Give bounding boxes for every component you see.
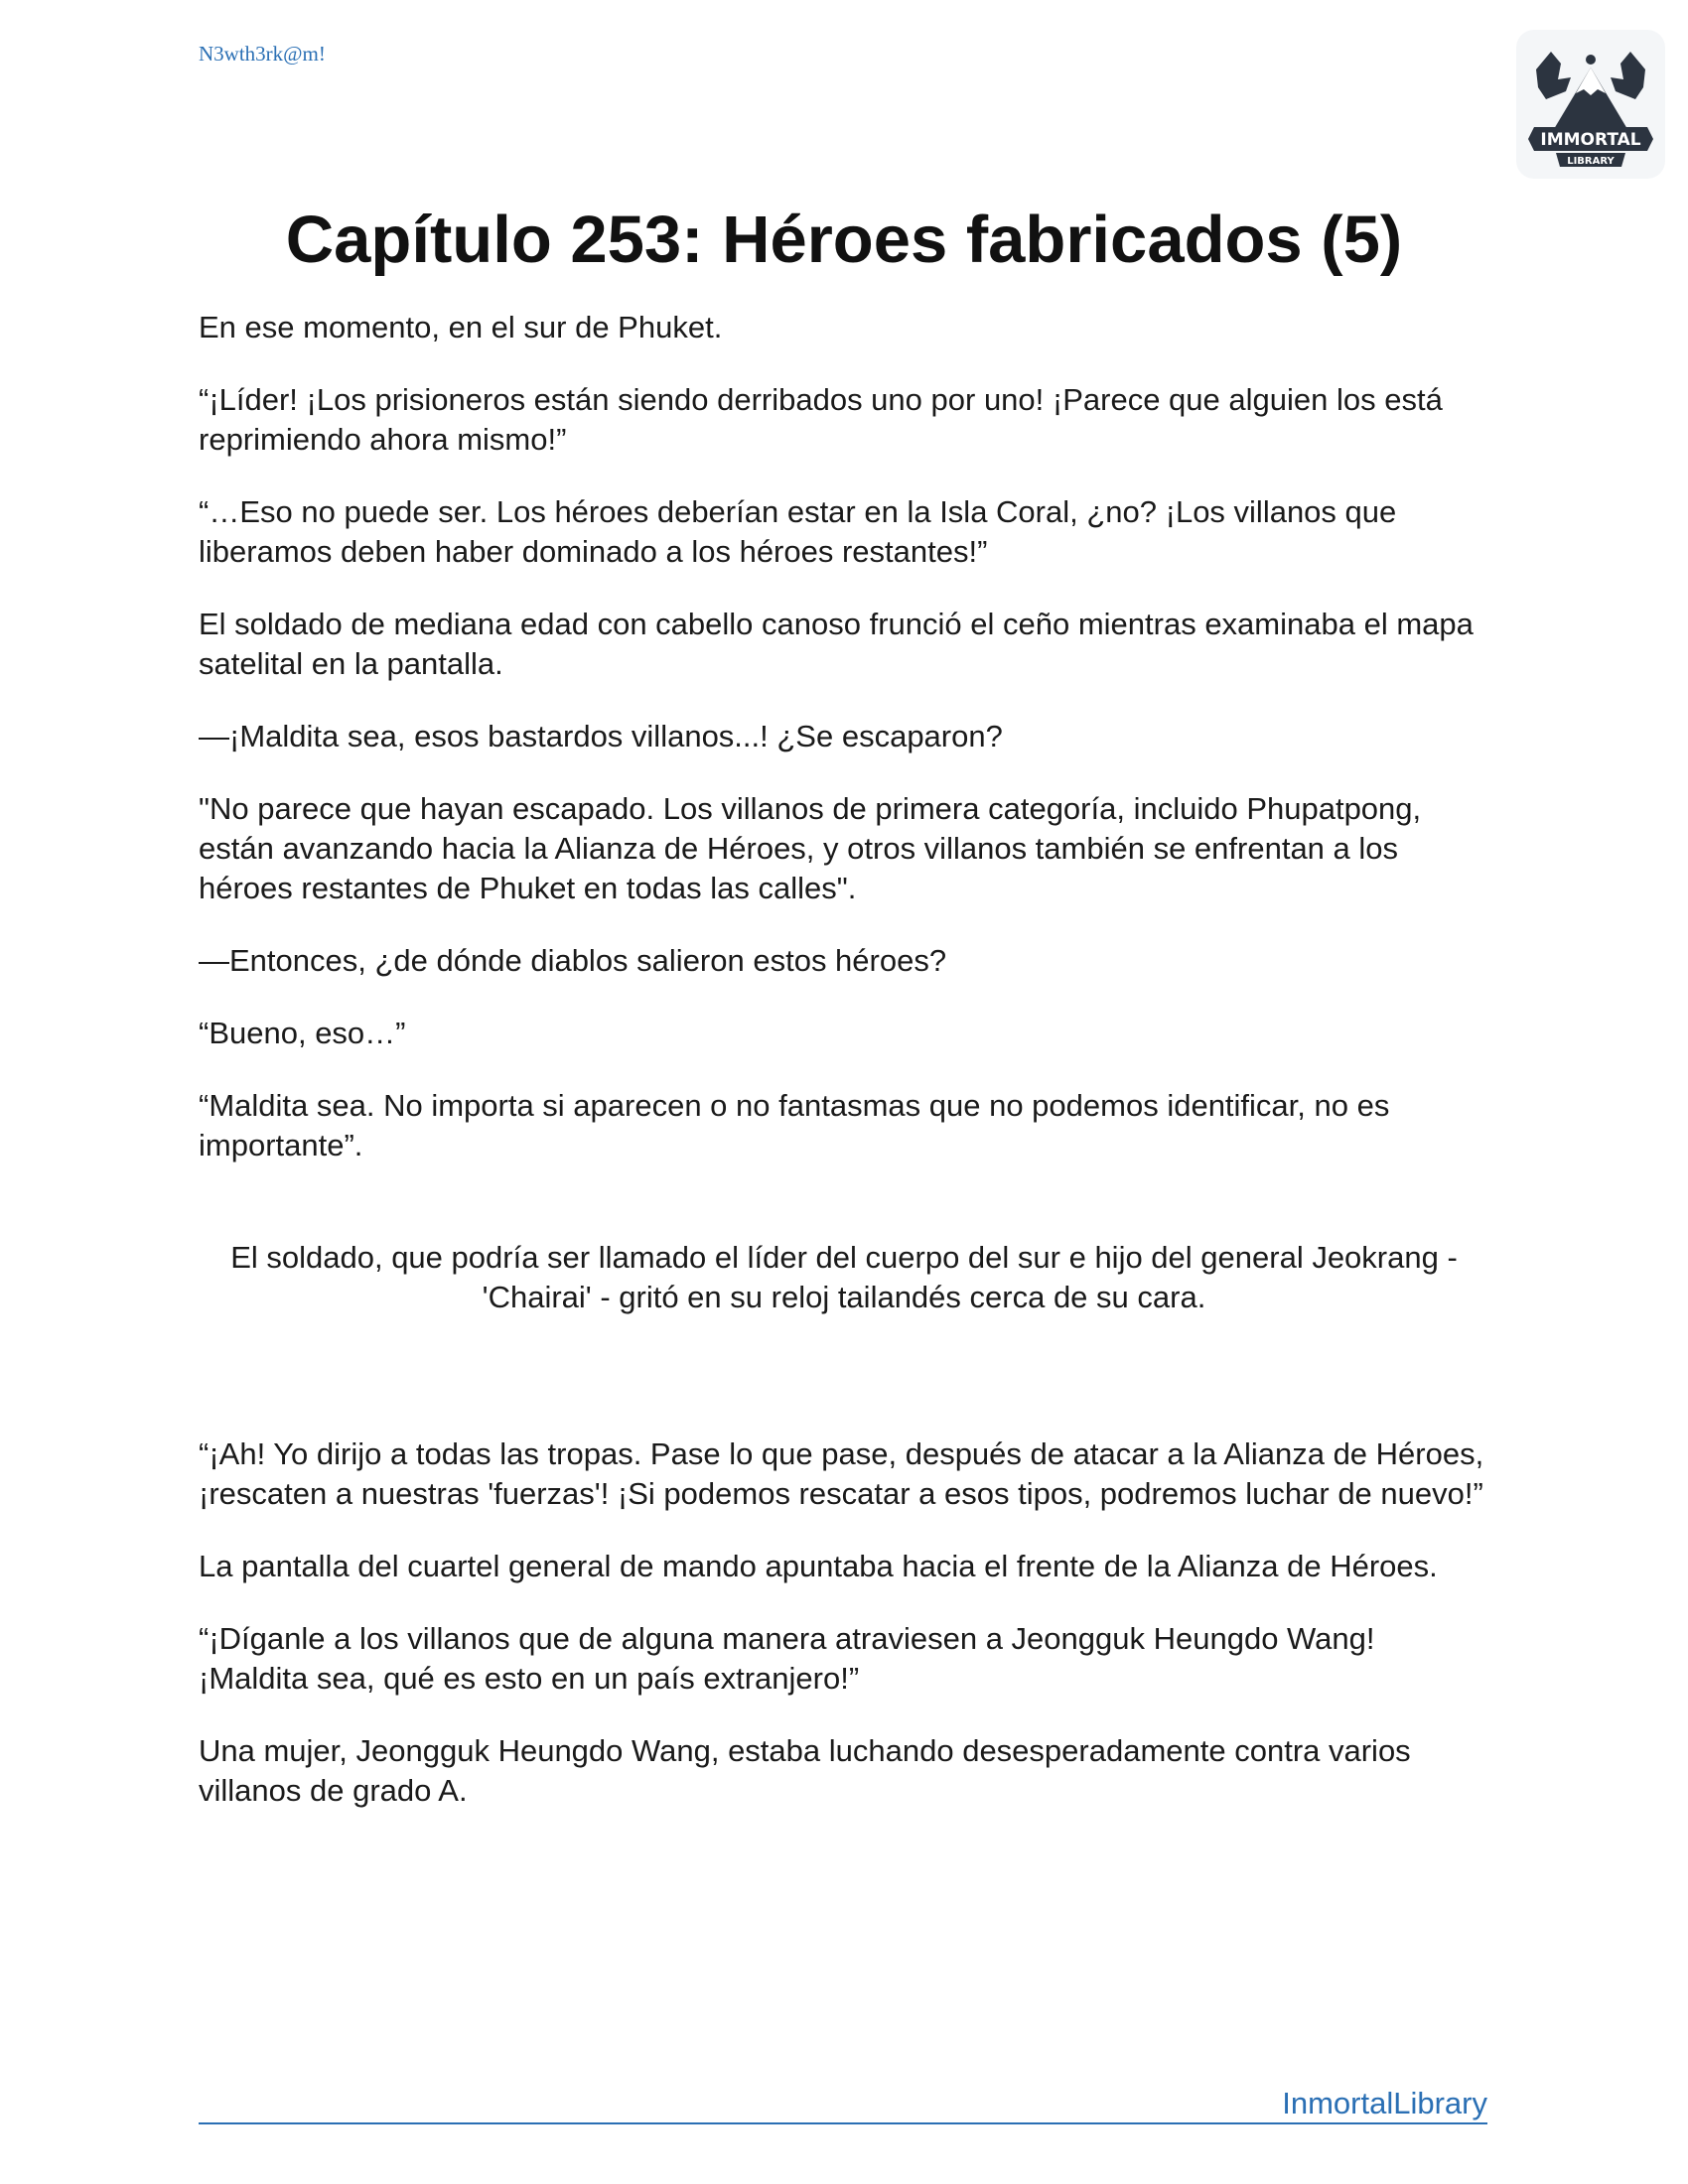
paragraph: En ese momento, en el sur de Phuket. — [199, 310, 723, 344]
centered-paragraph: El soldado, que podría ser llamado el líder del cuerpo del sur e hijo del general Jeokrang - 'Chairai' - gritó en su reloj tailandés cerca de su cara. — [230, 1240, 1458, 1314]
paragraph: “Maldita sea. No importa si aparecen o no fantasmas que no podemos identificar, no es importante”. — [199, 1088, 1390, 1162]
logo-line1: IMMORTAL — [1540, 130, 1641, 150]
paragraph: Una mujer, Jeongguk Heungdo Wang, estaba luchando desesperadamente contra varios villanos de grado A. — [199, 1733, 1411, 1808]
paragraph: —Entonces, ¿de dónde diablos salieron estos héroes? — [199, 943, 947, 978]
paragraph: “…Eso no puede ser. Los héroes deberían estar en la Isla Coral, ¿no? ¡Los villanos que liberamos deben haber dominado a los héroes restantes!” — [199, 494, 1397, 569]
footer-rule — [199, 2085, 1487, 2124]
chapter-title: Capítulo 253: Héroes fabricados (5) — [285, 203, 1403, 277]
paragraph: “¡Líder! ¡Los prisioneros están siendo derribados uno por uno! ¡Parece que alguien los está reprimiendo ahora mismo!” — [199, 382, 1443, 457]
dragons-mountain-logo-icon — [1516, 30, 1665, 179]
footer-link[interactable]: InmortalLibrary — [1282, 2086, 1487, 2120]
paragraph: El soldado de mediana edad con cabello canoso frunció el ceño mientras examinaba el mapa satelital en la pantalla. — [199, 607, 1474, 681]
paragraph: “¡Ah! Yo dirijo a todas las tropas. Pase lo que pase, después de atacar a la Alianza de Héroes, ¡rescaten a nuestras 'fuerzas'! ¡Si podemos rescatar a esos tipos, podremos luchar de nuevo!” — [199, 1436, 1484, 1511]
paragraph: —¡Maldita sea, esos bastardos villanos...! ¿Se escaparon? — [199, 719, 1003, 753]
paragraph: “¡Díganle a los villanos que de alguna manera atraviesen a Jeongguk Heungdo Wang! ¡Maldita sea, qué es esto en un país extranjero!” — [199, 1621, 1375, 1696]
immortal-library-logo — [1516, 30, 1665, 179]
logo-line2: LIBRARY — [1567, 156, 1615, 167]
paragraph: “Bueno, eso…” — [199, 1016, 406, 1050]
paragraph: "No parece que hayan escapado. Los villanos de primera categoría, incluido Phupatpong, están avanzando hacia la Alianza de Héroes, y otros villanos también se enfrentan a los héroes restantes de Phuket en todas las calles". — [199, 791, 1422, 905]
chapter-body — [199, 308, 1489, 1843]
watermark-text: N3wth3rk@m! — [199, 42, 326, 66]
paragraph: La pantalla del cuartel general de mando apuntaba hacia el frente de la Alianza de Héroes. — [199, 1549, 1438, 1583]
